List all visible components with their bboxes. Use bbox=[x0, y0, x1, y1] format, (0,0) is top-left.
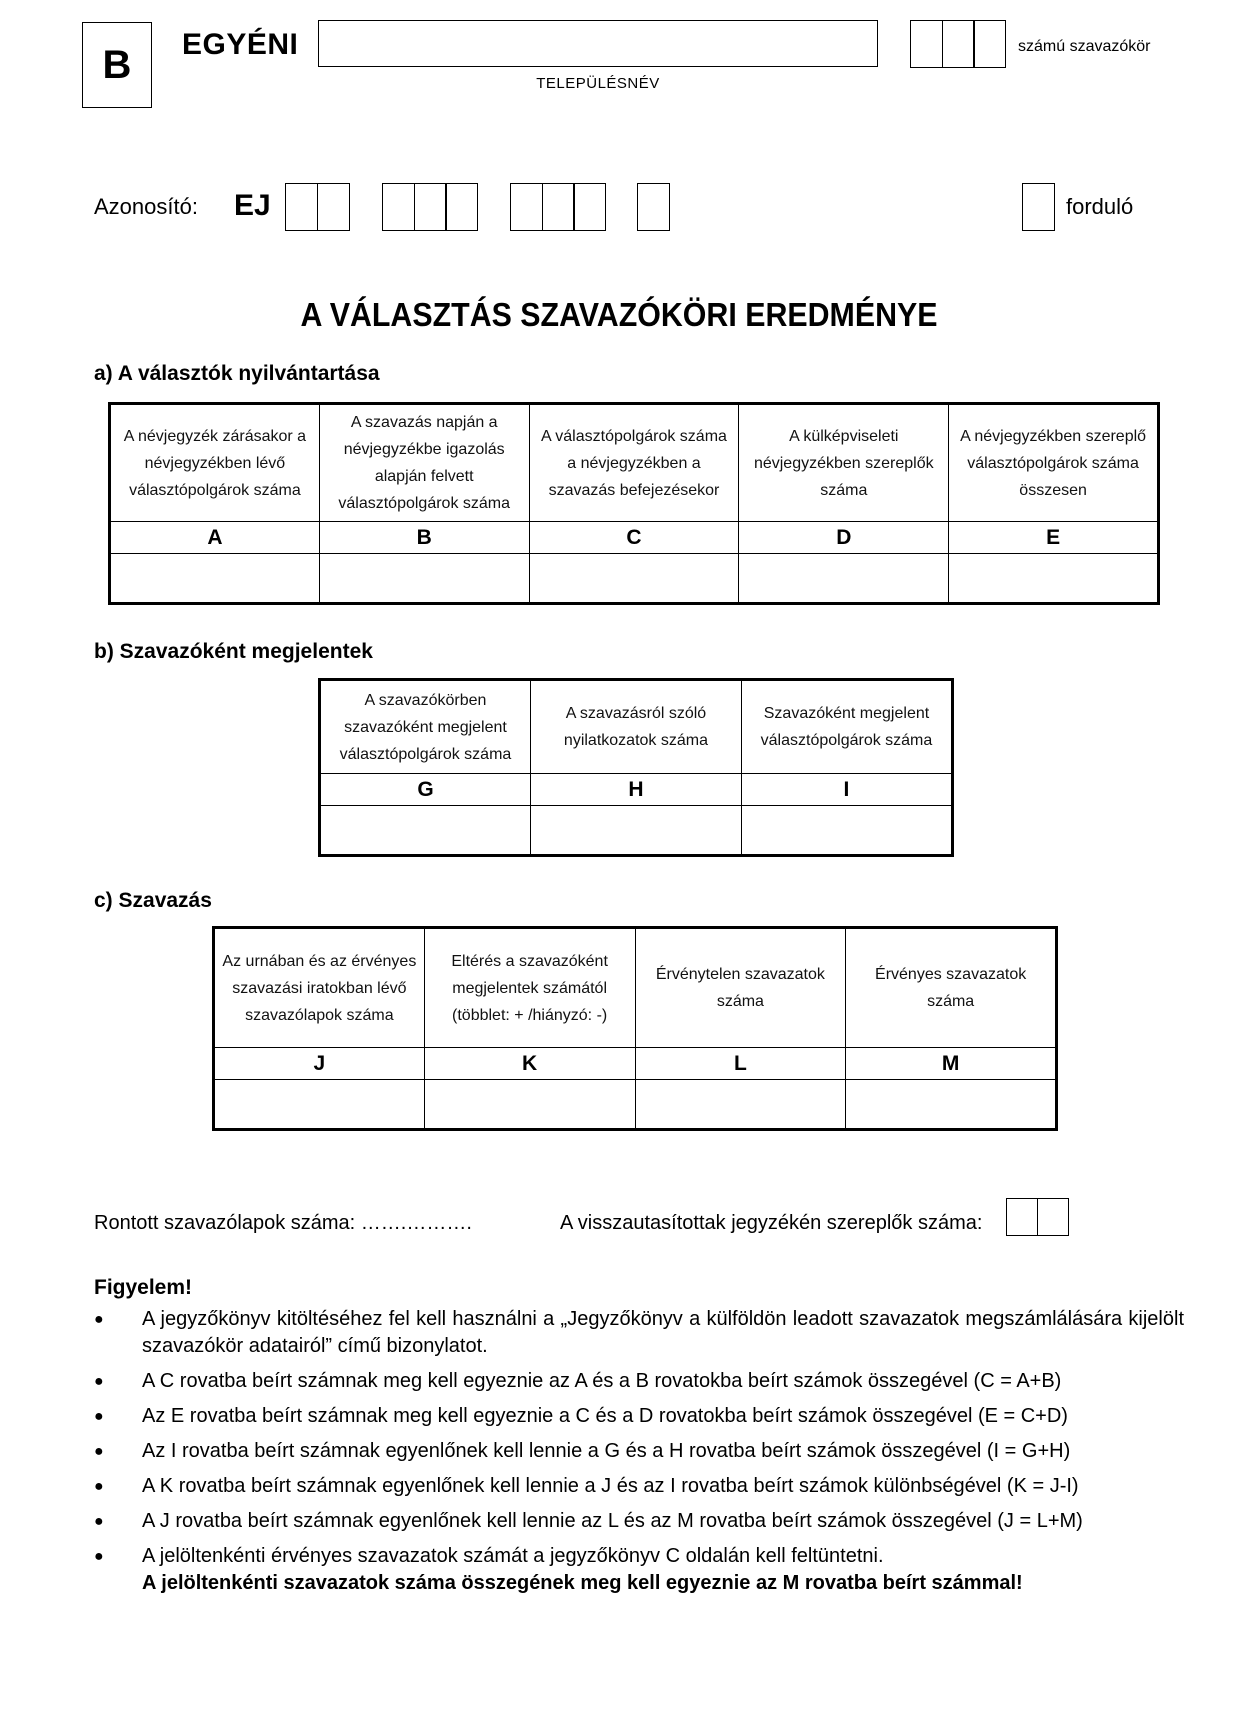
id-prefix: EJ bbox=[234, 189, 271, 222]
column-letter: I bbox=[741, 774, 952, 806]
section-b-table bbox=[318, 678, 954, 857]
district-number-boxes bbox=[910, 20, 1006, 68]
rejected-digit-box[interactable] bbox=[1037, 1198, 1069, 1236]
id-digit-box[interactable] bbox=[542, 183, 575, 231]
column-letter: E bbox=[949, 522, 1159, 554]
list-item bbox=[94, 1438, 1184, 1465]
column-header: Érvényes szavazatok száma bbox=[846, 928, 1057, 1048]
district-digit-box[interactable] bbox=[942, 20, 975, 68]
column-header: Eltérés a szavazóként megjelentek számától (többlet: + /hiányzó: -) bbox=[424, 928, 635, 1048]
section-c-table bbox=[212, 926, 1058, 1131]
id-digit-box[interactable] bbox=[317, 183, 350, 231]
column-letter: D bbox=[739, 522, 949, 554]
column-header: Az urnában és az érvényes szavazási iratokban lévő szavazólapok száma bbox=[214, 928, 425, 1048]
bullet-icon: ● bbox=[94, 1478, 104, 1495]
note-text: Az E rovatba beírt számnak meg kell egyeznie a C és a D rovatokba beírt számok összegével (E = C+D) bbox=[142, 1405, 1068, 1427]
note-text: A K rovatba beírt számnak egyenlőnek kell lennie a J és az I rovatba beírt számok különbségével (K = J-I) bbox=[142, 1475, 1079, 1497]
id-boxes-group-3 bbox=[510, 183, 606, 231]
value-cell-d[interactable] bbox=[739, 554, 949, 604]
value-cell-k[interactable] bbox=[424, 1080, 635, 1130]
district-digit-box[interactable] bbox=[910, 20, 943, 68]
round-number-box[interactable] bbox=[1022, 183, 1055, 231]
note-text: A jelöltenkénti érvényes szavazatok számát a jegyzőkönyv C oldalán kell feltüntetni. bbox=[142, 1545, 884, 1567]
id-digit-box[interactable] bbox=[382, 183, 415, 231]
column-letter: C bbox=[529, 522, 739, 554]
id-digit-box[interactable] bbox=[573, 183, 606, 231]
column-letter: B bbox=[319, 522, 529, 554]
bullet-icon: ● bbox=[94, 1373, 104, 1390]
column-header: A szavazókörben szavazóként megjelent választópolgárok száma bbox=[320, 680, 531, 774]
list-item bbox=[94, 1403, 1184, 1430]
id-digit-box[interactable] bbox=[414, 183, 447, 231]
value-cell-m[interactable] bbox=[846, 1080, 1057, 1130]
value-cell-e[interactable] bbox=[949, 554, 1159, 604]
column-letter: K bbox=[424, 1048, 635, 1080]
id-digit-box[interactable] bbox=[285, 183, 318, 231]
id-label: Azonosító: bbox=[94, 194, 198, 219]
value-cell-c[interactable] bbox=[529, 554, 739, 604]
value-cell-i[interactable] bbox=[741, 806, 952, 856]
id-boxes-group-1 bbox=[285, 183, 350, 231]
rejected-digit-box[interactable] bbox=[1006, 1198, 1038, 1236]
rejected-list-label: A visszautasítottak jegyzékén szereplők száma: bbox=[560, 1212, 983, 1234]
section-a-title: a) A választók nyilvántartása bbox=[94, 362, 380, 385]
settlement-name-field[interactable] bbox=[318, 20, 878, 67]
notes-title: Figyelem! bbox=[94, 1276, 193, 1299]
column-letter: G bbox=[320, 774, 531, 806]
page-title: A VÁLASZTÁS SZAVAZÓKÖRI EREDMÉNYE bbox=[300, 296, 938, 333]
note-text-container bbox=[142, 1543, 1184, 1597]
id-digit-box[interactable] bbox=[637, 183, 670, 231]
column-header: A névjegyzék zárásakor a névjegyzékben lévő választópolgárok száma bbox=[110, 404, 320, 522]
value-cell-h[interactable] bbox=[530, 806, 741, 856]
column-letter: M bbox=[846, 1048, 1057, 1080]
value-cell-l[interactable] bbox=[635, 1080, 846, 1130]
section-b-title: b) Szavazóként megjelentek bbox=[94, 640, 373, 663]
rejected-count-boxes bbox=[1006, 1198, 1069, 1236]
bullet-icon: ● bbox=[94, 1548, 104, 1565]
list-item bbox=[94, 1473, 1184, 1500]
round-label: forduló bbox=[1066, 194, 1134, 219]
bullet-icon: ● bbox=[94, 1513, 104, 1530]
id-boxes-group-2 bbox=[382, 183, 478, 231]
list-item bbox=[94, 1306, 1184, 1360]
note-text: A J rovatba beírt számnak egyenlőnek kell lennie az L és az M rovatba beírt számok összegével (J = L+M) bbox=[142, 1510, 1083, 1532]
bullet-icon: ● bbox=[94, 1443, 104, 1460]
column-letter: L bbox=[635, 1048, 846, 1080]
form-type-letter: B bbox=[82, 22, 152, 108]
column-header: A választópolgárok száma a névjegyzékben a szavazás befejezésekor bbox=[529, 404, 739, 522]
list-item bbox=[94, 1543, 1184, 1597]
value-cell-g[interactable] bbox=[320, 806, 531, 856]
column-header: A szavazás napján a névjegyzékbe igazolás alapján felvett választópolgárok száma bbox=[319, 404, 529, 522]
column-letter: H bbox=[530, 774, 741, 806]
section-c-title: c) Szavazás bbox=[94, 889, 212, 912]
column-header: A szavazásról szóló nyilatkozatok száma bbox=[530, 680, 741, 774]
id-digit-box[interactable] bbox=[445, 183, 478, 231]
column-letter: A bbox=[110, 522, 320, 554]
settlement-name-label: TELEPÜLÉSNÉV bbox=[536, 75, 660, 92]
section-a-table bbox=[108, 402, 1160, 605]
district-label: számú szavazókör bbox=[1018, 38, 1151, 55]
column-header: Szavazóként megjelent választópolgárok száma bbox=[741, 680, 952, 774]
column-header: A névjegyzékben szereplő választópolgárok száma összesen bbox=[949, 404, 1159, 522]
column-letter: J bbox=[214, 1048, 425, 1080]
id-boxes-group-4 bbox=[637, 183, 670, 231]
note-final-bold: A jelöltenkénti szavazatok száma összegének meg kell egyeznie az M rovatba beírt számmal! bbox=[142, 1572, 1023, 1594]
bullet-icon: ● bbox=[94, 1408, 104, 1425]
value-cell-j[interactable] bbox=[214, 1080, 425, 1130]
note-text: A C rovatba beírt számnak meg kell egyeznie az A és a B rovatokba beírt számok összegével (C = A+B) bbox=[142, 1370, 1062, 1392]
bullet-icon: ● bbox=[94, 1311, 104, 1328]
form-type-word: EGYÉNI bbox=[182, 28, 299, 61]
list-item bbox=[94, 1508, 1184, 1535]
id-digit-box[interactable] bbox=[510, 183, 543, 231]
column-header: A külképviseleti névjegyzékben szereplők száma bbox=[739, 404, 949, 522]
district-digit-box[interactable] bbox=[973, 20, 1006, 68]
value-cell-b[interactable] bbox=[319, 554, 529, 604]
value-cell-a[interactable] bbox=[110, 554, 320, 604]
note-text: A jegyzőkönyv kitöltéséhez fel kell használni a „Jegyzőkönyv a külföldön leadott szavazatok megszámlálására kijelölt szavazókör adatairól” című bizonylatot. bbox=[142, 1308, 1184, 1357]
spoiled-ballots-label: Rontott szavazólapok száma: …….………. bbox=[94, 1212, 472, 1234]
note-text: Az I rovatba beírt számnak egyenlőnek kell lennie a G és a H rovatba beírt számok összegével (I = G+H) bbox=[142, 1440, 1071, 1462]
notes-list bbox=[94, 1306, 1184, 1605]
column-header: Érvénytelen szavazatok száma bbox=[635, 928, 846, 1048]
list-item bbox=[94, 1368, 1184, 1395]
